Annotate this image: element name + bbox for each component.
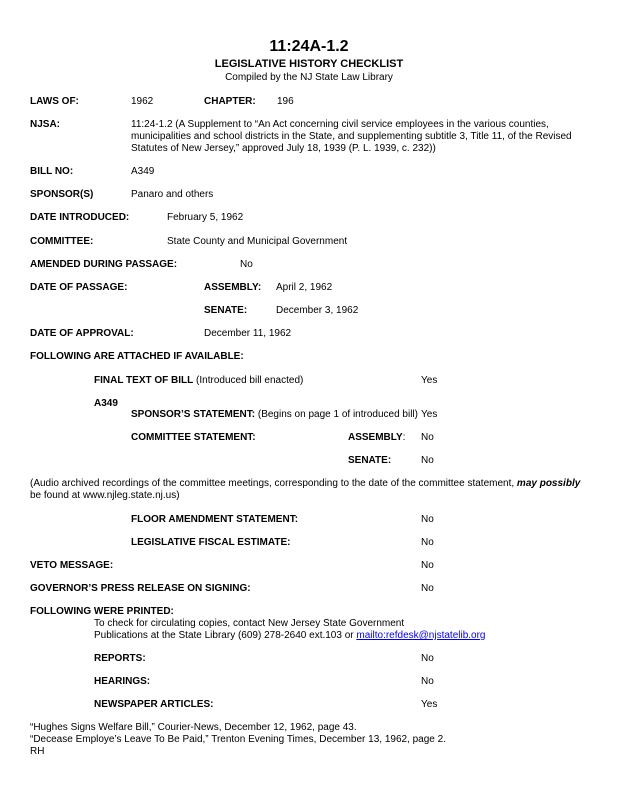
committee-statement-label: COMMITTEE STATEMENT: <box>131 432 256 443</box>
laws-of-label: LAWS OF: <box>30 96 79 107</box>
amended-label: AMENDED DURING PASSAGE: <box>30 259 178 270</box>
article-item: “Decease Employe’s Leave To Be Paid,” Trenton Evening Times, December 13, 1962, page 2. <box>30 734 446 745</box>
passage-assembly-value: April 2, 1962 <box>276 282 333 293</box>
bill-ref: A349 <box>94 398 118 409</box>
reports-label: REPORTS: <box>94 653 146 664</box>
bill-no-label: BILL NO: <box>30 166 74 177</box>
sponsor-statement-row <box>131 409 418 421</box>
chapter-value: 196 <box>277 96 294 107</box>
cs-assembly-value: No <box>421 432 434 443</box>
newspaper-label: NEWSPAPER ARTICLES: <box>94 699 214 710</box>
passage-senate-label: SENATE: <box>204 305 248 316</box>
page-title: 11:24A-1.2 <box>269 38 349 55</box>
bill-no-value: A349 <box>131 166 155 177</box>
njsa-label: NJSA: <box>30 119 61 130</box>
email-link[interactable]: mailto:refdesk@njstatelib.org <box>356 630 486 641</box>
article-item: “Hughes Signs Welfare Bill,” Courier-News, December 12, 1962, page 43. <box>30 722 357 733</box>
date-introduced-label: DATE INTRODUCED: <box>30 212 130 223</box>
chapter-label: CHAPTER: <box>204 96 256 107</box>
date-of-approval-value: December 11, 1962 <box>204 328 292 339</box>
page-subtitle: LEGISLATIVE HISTORY CHECKLIST <box>214 58 404 70</box>
njsa-line-2: municipalities and school districts in the State, and supplementing subtitle 3, Title 11, of the Revised <box>131 131 572 142</box>
press-release-value: No <box>421 583 434 594</box>
final-text-label: FINAL TEXT OF BILL <box>94 375 194 386</box>
date-introduced-value: February 5, 1962 <box>167 212 244 223</box>
final-text-value: Yes <box>421 375 438 386</box>
initials: RH <box>30 746 45 757</box>
printed-line-1: To check for circulating copies, contact New Jersey State Government <box>94 618 405 629</box>
floor-amendment-label: FLOOR AMENDMENT STATEMENT: <box>131 514 299 525</box>
sponsors-value: Panaro and others <box>131 189 214 200</box>
hearings-label: HEARINGS: <box>94 676 151 687</box>
amended-value: No <box>240 259 253 270</box>
cs-senate-label: SENATE: <box>348 455 392 466</box>
sponsors-label: SPONSOR(S) <box>30 189 94 200</box>
audio-note-line-2: be found at www.njleg.state.nj.us) <box>30 490 180 501</box>
final-text-note: (Introduced bill enacted) <box>196 375 304 386</box>
veto-label: VETO MESSAGE: <box>30 560 114 571</box>
floor-amendment-value: No <box>421 514 434 525</box>
sponsor-statement-value: Yes <box>421 409 438 420</box>
date-of-approval-label: DATE OF APPROVAL: <box>30 328 134 339</box>
njsa-line-1: 11:24-1.2 (A Supplement to “An Act concerning civil service employees in the various counties, <box>131 119 549 130</box>
newspaper-value: Yes <box>421 699 438 710</box>
compiled-by: Compiled by the NJ State Law Library <box>225 72 393 83</box>
reports-value: No <box>421 653 434 664</box>
printed-line-2 <box>94 630 486 642</box>
cs-assembly-label: ASSEMBLY <box>348 432 403 443</box>
printed-heading: FOLLOWING WERE PRINTED: <box>30 606 174 617</box>
audio-note-emphasis: may possibly <box>516 478 581 489</box>
committee-value: State County and Municipal Government <box>167 236 348 247</box>
hearings-value: No <box>421 676 434 687</box>
laws-of-value: 1962 <box>131 96 154 107</box>
cs-assembly-colon: : <box>402 432 406 443</box>
press-release-label: GOVERNOR’S PRESS RELEASE ON SIGNING: <box>30 583 251 594</box>
passage-senate-value: December 3, 1962 <box>276 305 359 316</box>
audio-note-text: (Audio archived recordings of the committee meetings, corresponding to the date of the committee statement, <box>30 478 515 489</box>
njsa-line-3: Statutes of New Jersey,” approved July 18, 1939 (P. L. 1939, c. 232)) <box>131 143 436 154</box>
date-of-passage-label: DATE OF PASSAGE: <box>30 282 128 293</box>
veto-value: No <box>421 560 434 571</box>
printed-line-2-text: Publications at the State Library (609) 278-2640 ext.103 or <box>94 630 354 641</box>
passage-assembly-label: ASSEMBLY: <box>204 282 262 293</box>
committee-label: COMMITTEE: <box>30 236 94 247</box>
sponsor-statement-note: (Begins on page 1 of introduced bill) <box>257 409 418 420</box>
audio-note-line-1 <box>30 478 580 490</box>
cs-senate-value: No <box>421 455 434 466</box>
fiscal-estimate-label: LEGISLATIVE FISCAL ESTIMATE: <box>131 537 291 548</box>
cs-assembly-row <box>348 432 405 444</box>
attached-heading: FOLLOWING ARE ATTACHED IF AVAILABLE: <box>30 351 244 362</box>
final-text-row <box>94 375 303 387</box>
sponsor-statement-label: SPONSOR’S STATEMENT: <box>131 409 256 420</box>
fiscal-estimate-value: No <box>421 537 434 548</box>
